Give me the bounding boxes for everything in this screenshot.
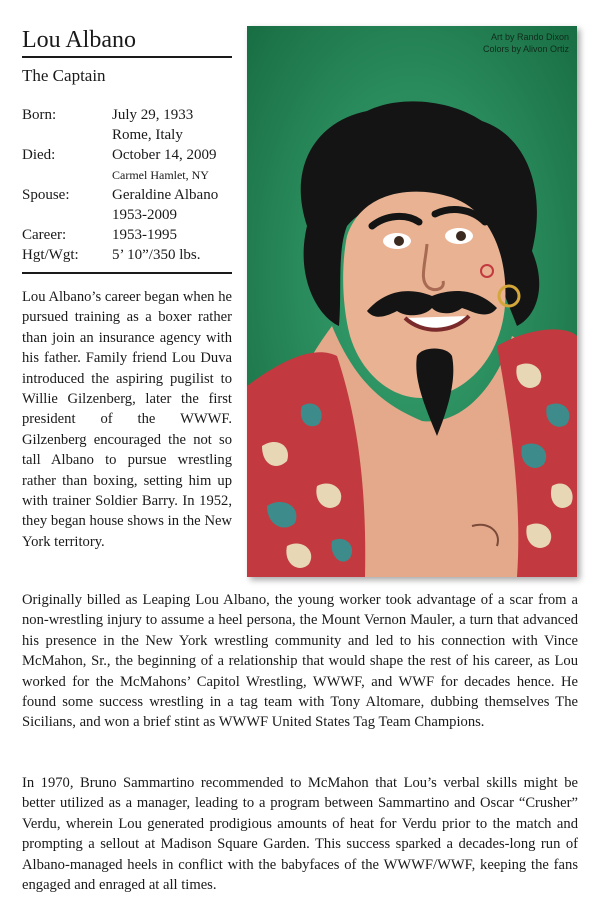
portrait-art <box>247 26 577 577</box>
fact-value: October 14, 2009 <box>112 147 217 163</box>
wrestler-nickname: The Captain <box>22 66 106 85</box>
left-pupil <box>394 236 404 246</box>
fact-value: Geraldine Albano <box>112 187 219 203</box>
fact-value: July 29, 1933 <box>112 107 194 123</box>
bio-paragraph-3: In 1970, Bruno Sammartino recommended to McMahon that Lou’s verbal skills might be better utilized as a manager, leading to a program between Sammartino and Oscar “Crusher” Verdu, wherein Lou generated prodigious amounts of heat for Verdu prior to the match and prompting a sellout at Madison Square Garden. This success sparked a decades-long run of Albano-managed heels in conflict with the babyfaces of the WWWF/WWF, keeping the fans engaged and enraged at all times. <box>22 775 578 894</box>
fact-value: 5’ 10”/350 lbs. <box>112 247 201 263</box>
art-credit: Art by Rando Dixon <box>490 32 569 42</box>
fact-label: Hgt/Wgt: <box>22 247 79 263</box>
fact-label: Died: <box>22 147 56 163</box>
right-pupil <box>456 231 466 241</box>
art-credits <box>483 31 569 55</box>
fact-value: 1953-2009 <box>112 207 177 223</box>
fact-row-spouse <box>22 185 237 225</box>
fact-row-height-weight <box>22 245 237 265</box>
wrestler-name: Lou Albano <box>22 27 136 53</box>
facts-divider <box>22 272 232 274</box>
fact-row-career <box>22 225 237 245</box>
fact-row-died <box>22 145 237 185</box>
color-credit: Colors by Alivon Ortiz <box>482 44 569 54</box>
fact-value: 1953-1995 <box>112 227 177 243</box>
fact-row-born <box>22 105 237 145</box>
fact-label: Born: <box>22 107 57 123</box>
bio-paragraph-1: Lou Albano’s career began when he pursued training as a boxer rather than join an insurance agency with his father. Family friend Lou Duva introduced the aspiring pugilist to Willie Gilzenberg, later the first president of the WWWF. Gilzenberg encouraged the not so tall Albano to pursue wrestling rather than boxing, setting him up with trainer Soldier Barry. In 1952, they began house shows in the New York territory. <box>22 289 232 550</box>
fact-value: Carmel Hamlet, NY <box>112 168 209 182</box>
portrait-illustration <box>247 26 577 577</box>
fact-label: Spouse: <box>22 187 70 203</box>
bio-paragraph-2: Originally billed as Leaping Lou Albano, the young worker took advantage of a scar from a non-wrestling injury to assume a heel persona, the Mount Vernon Mauler, a turn that advanced his presence in the New York wrestling community and led to his connection with Vince McMahon, Sr., the beginning of a relationship that would shape the rest of his career, as Lou worked for the McMahons’ Capitol Wrestling, WWWF, and WWF for decades hence. He found some success wrestling in a tag team with Tony Altomare, dubbing themselves The Sicilians, and won a brief stint as WWWF United States Tag Team Champions. <box>22 592 578 731</box>
fact-table <box>22 105 237 265</box>
fact-value: Rome, Italy <box>112 127 183 143</box>
fact-label: Career: <box>22 227 67 243</box>
title-divider <box>22 56 232 58</box>
